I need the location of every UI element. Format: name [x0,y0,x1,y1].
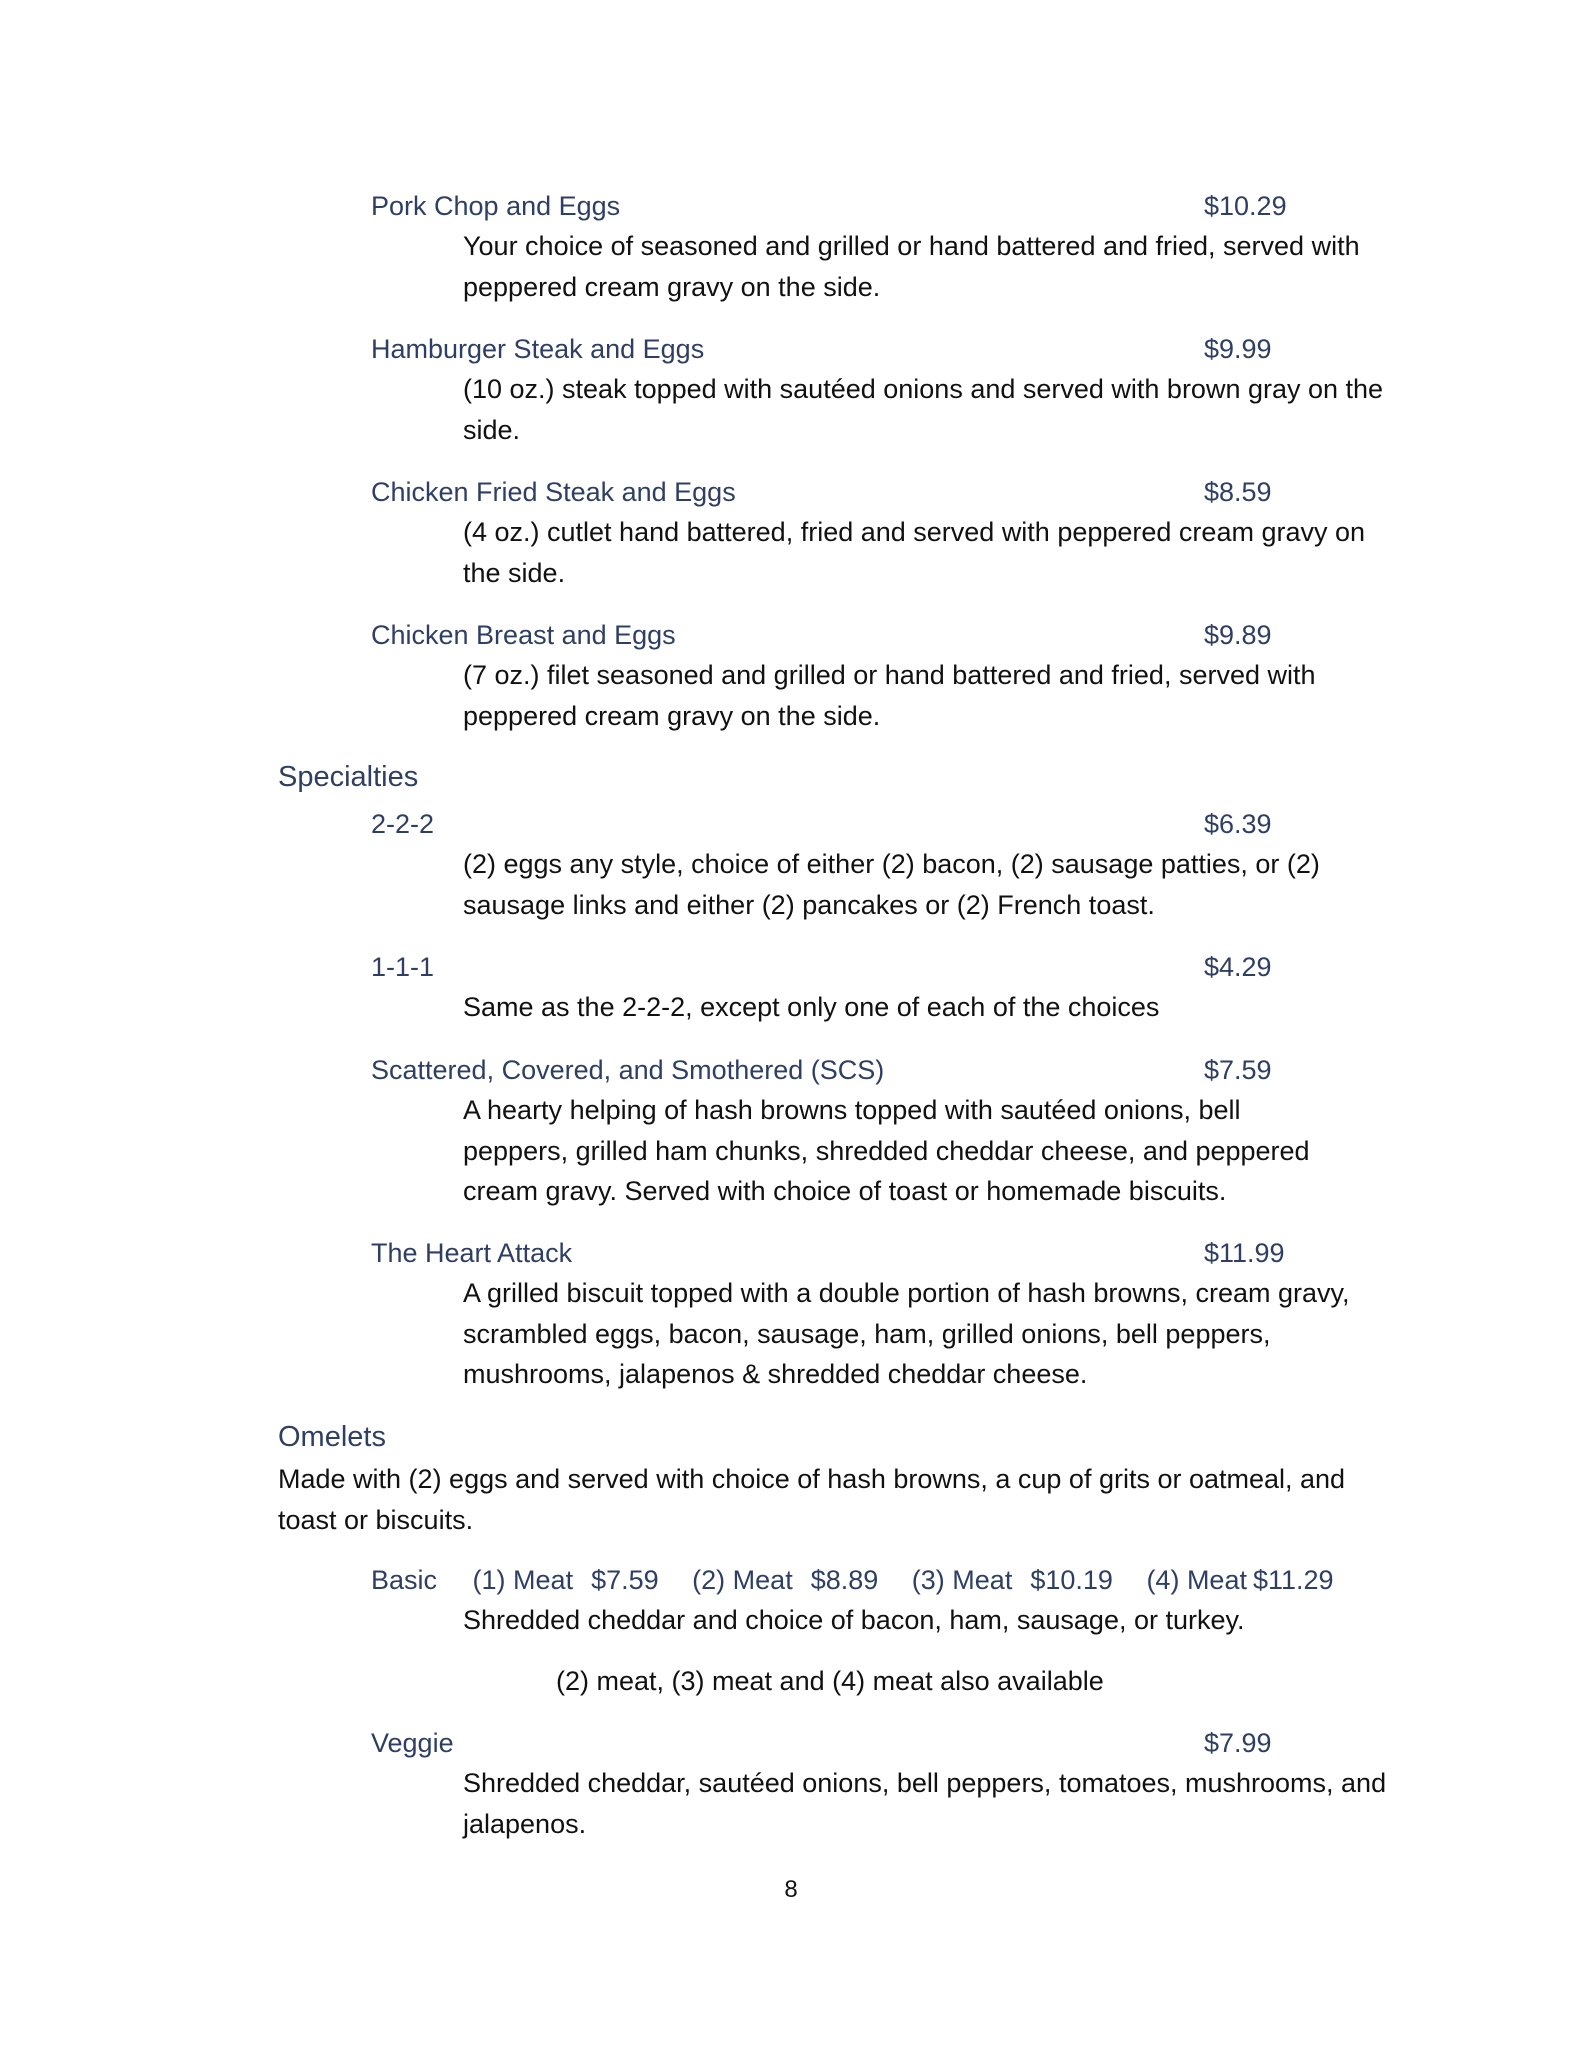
meat-price: $7.59 [591,1565,659,1595]
item-name: Pork Chop and Eggs [371,191,621,221]
meat-option [692,1560,878,1600]
item-name: The Heart Attack [371,1238,573,1268]
item-description: (7 oz.) filet seasoned and grilled or hand battered and fried, served with peppered cream gravy on the side. [463,660,1316,731]
item-description: Same as the 2-2-2, except only one of each of the choices [463,992,1160,1022]
item-description: (10 oz.) steak topped with sautéed onions and served with brown gray on the side. [463,374,1384,445]
section-intro: Made with (2) eggs and served with choice of hash browns, a cup of grits or oatmeal, and toast or biscuits. [278,1464,1346,1535]
item-price: $6.39 [1204,809,1272,839]
item-name: Basic [371,1565,438,1595]
meat-price: $8.89 [810,1565,879,1595]
item-name: Hamburger Steak and Eggs [371,334,705,364]
item-description: A grilled biscuit topped with a double portion of hash browns, cream gravy, scrambled eggs, bacon, sausage, ham, grilled onions, bell peppers, mushrooms, jalapenos & shredded cheddar cheese. [463,1278,1350,1389]
item-description: (2) eggs any style, choice of either (2) bacon, (2) sausage patties, or (2) sausage links and either (2) pancakes or (2) French toast. [463,849,1320,920]
item-name: Veggie [371,1728,454,1758]
item-name: Chicken Breast and Eggs [371,620,676,650]
item-price: $7.59 [1204,1055,1272,1085]
item-price: $9.99 [1204,334,1272,364]
meat-price: $11.29 [1252,1565,1334,1595]
item-price: $7.99 [1204,1728,1272,1758]
item-price: $10.29 [1204,191,1287,221]
item-name: 2-2-2 [371,809,435,839]
item-description: Shredded cheddar, sautéed onions, bell peppers, tomatoes, mushrooms, and jalapenos. [463,1768,1387,1839]
item-name: 1-1-1 [371,952,435,982]
meat-option [1146,1560,1333,1600]
item-description: Shredded cheddar and choice of bacon, ham, sausage, or turkey. [463,1605,1245,1635]
meat-count: (1) Meat [472,1565,574,1595]
item-price: $9.89 [1204,620,1272,650]
item-price: $4.29 [1204,952,1272,982]
item-description: A hearty helping of hash browns topped with sautéed onions, bell peppers, grilled ham chunks, shredded cheddar cheese, and peppered cream gravy. Served with choice of toast or homemade biscuits. [463,1095,1310,1206]
meat-option [912,1560,1113,1600]
item-price: $11.99 [1204,1238,1285,1268]
item-name: Scattered, Covered, and Smothered (SCS) [371,1055,885,1085]
meat-option [473,1560,659,1600]
availability-note: (2) meat, (3) meat and (4) meat also available [556,1666,1104,1696]
meat-count: (3) Meat [911,1565,1013,1595]
meat-count: (4) Meat [1146,1565,1247,1595]
basic-omelet-options [371,1560,1334,1600]
meat-price: $10.19 [1030,1565,1113,1595]
item-price: $8.59 [1204,477,1272,507]
section-title-omelets: Omelets [278,1421,386,1453]
page-number: 8 [784,1876,798,1903]
item-name: Chicken Fried Steak and Eggs [371,477,736,507]
item-description: (4 oz.) cutlet hand battered, fried and served with peppered cream gravy on the side. [463,517,1366,588]
meat-count: (2) Meat [692,1565,793,1595]
section-title-specialties: Specialties [278,761,419,793]
item-description: Your choice of seasoned and grilled or hand battered and fried, served with peppered cream gravy on the side. [463,231,1360,302]
